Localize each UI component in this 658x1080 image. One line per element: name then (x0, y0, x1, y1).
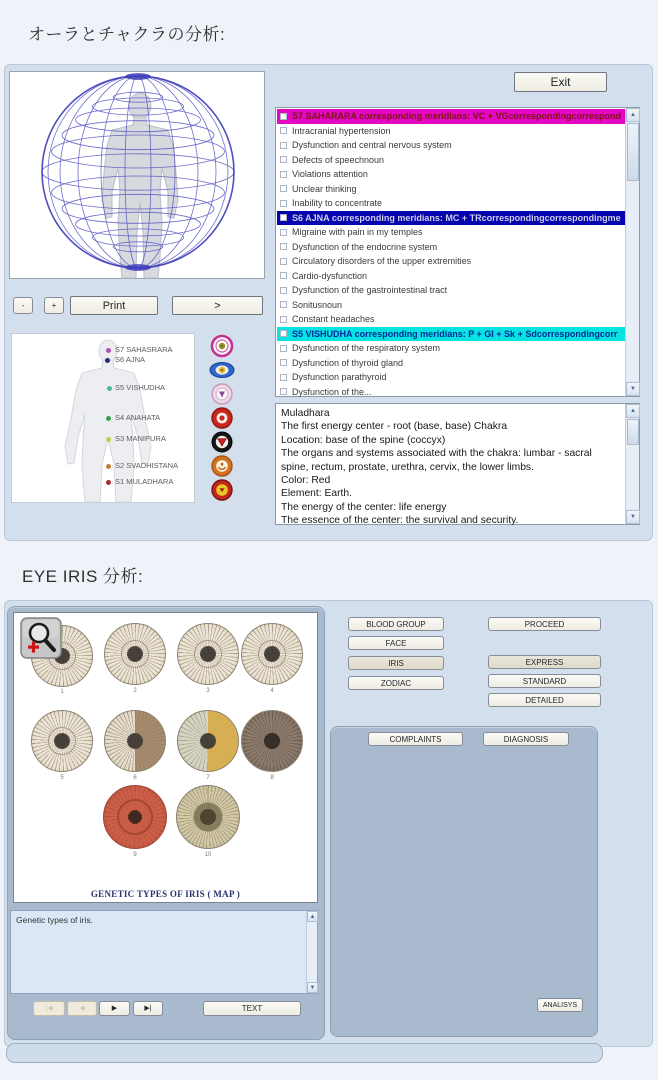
chakra-section-header[interactable]: S7 SAHARARA corresponding meridians: VC + VGcorrespondingcorrespond (277, 109, 625, 124)
checkbox[interactable] (280, 374, 287, 381)
checkbox[interactable] (280, 156, 287, 163)
chakra-icon-muladhara (206, 479, 238, 501)
symptom-row[interactable]: Cardio-dysfunction (277, 269, 625, 284)
aura-sphere-view (9, 71, 265, 279)
face-button[interactable]: FACE (348, 636, 444, 650)
symptom-row[interactable]: Sonitusnoun (277, 298, 625, 313)
scroll-up-button[interactable]: ▲ (626, 404, 640, 418)
checkbox[interactable] (280, 316, 287, 323)
chakra-label-s5: S5 VISHUDHA (115, 383, 166, 392)
checkbox[interactable] (280, 171, 287, 178)
iris-section-title: EYE IRIS 分析: (22, 567, 144, 586)
chakra-label-s2: S2 SVADHISTANA (115, 461, 179, 470)
checkbox[interactable] (280, 214, 287, 221)
nav-prev-button[interactable]: ◀ (67, 1001, 97, 1016)
chakra-icon-ajna (206, 359, 238, 381)
chakra-description-box (275, 403, 640, 525)
chakra-label-s1: S1 MULADHARA (115, 477, 174, 486)
checkbox[interactable] (280, 243, 287, 250)
chakra-icon-svadhisthana (206, 455, 238, 477)
chakra-icon-vishuddha (206, 383, 238, 405)
nav-last-button[interactable]: ▶| (133, 1001, 163, 1016)
text-button[interactable]: TEXT (203, 1001, 301, 1016)
iris-type-5[interactable] (31, 710, 93, 772)
zoom-in-button[interactable]: + (44, 297, 64, 314)
symptom-row[interactable]: Dysfunction of the respiratory system (277, 341, 625, 356)
scroll-down-button[interactable]: ▼ (626, 510, 640, 524)
print-button[interactable]: Print (70, 296, 158, 315)
scroll-down-button[interactable]: ▼ (626, 382, 640, 396)
iris-number: 10 (204, 852, 212, 858)
symptom-row[interactable]: Circulatory disorders of the upper extremities (277, 254, 625, 269)
checkbox[interactable] (280, 113, 287, 120)
symptom-row[interactable]: Dysfunction of the gastrointestinal tract (277, 283, 625, 298)
checkbox[interactable] (280, 229, 287, 236)
chakra-section-header[interactable]: S5 VISHUDHA corresponding meridians: P + GI + Sk + Sdcorrespondingcorr (277, 327, 625, 342)
express-button[interactable]: EXPRESS (488, 655, 601, 669)
chakra-icons-column (206, 335, 238, 501)
standard-button[interactable]: STANDARD (488, 674, 601, 688)
chakra-label-s6: S6 AJNA (115, 355, 146, 364)
chakra-icon-anahata (206, 407, 238, 429)
iris-number: 8 (270, 775, 274, 781)
chakra-icon-manipura (206, 431, 238, 453)
symptom-row[interactable]: Violations attention (277, 167, 625, 182)
iris-type-7[interactable] (177, 710, 239, 772)
iris-number: 2 (133, 688, 137, 694)
chakra-section-header[interactable]: S6 AJNA corresponding meridians: MC + TRcorrespondingcorrespondingme (277, 211, 625, 226)
symptom-row[interactable]: Defects of speechnoun (277, 153, 625, 168)
chakra-icon-sahasrara (206, 335, 238, 357)
aura-sphere-image (10, 72, 264, 278)
iris-type-4[interactable] (241, 623, 303, 685)
checkbox[interactable] (280, 127, 287, 134)
iris-number: 7 (206, 775, 210, 781)
iris-number: 5 (60, 775, 64, 781)
symptom-row[interactable]: Migraine with pain in my temples (277, 225, 625, 240)
checkbox[interactable] (280, 258, 287, 265)
genetic-note-text: Genetic types of iris. (16, 915, 94, 925)
iris-button[interactable]: IRIS (348, 656, 444, 670)
chakra-label-s3: S3 MANIPURA (115, 434, 166, 443)
checkbox[interactable] (280, 301, 287, 308)
iris-number: 3 (206, 688, 210, 694)
iris-type-10[interactable] (176, 785, 240, 849)
iris-number: 6 (133, 775, 137, 781)
symptom-row[interactable]: Inability to concentrate (277, 196, 625, 211)
iris-number: 4 (270, 688, 274, 694)
checkbox[interactable] (280, 200, 287, 207)
chakra-dot-s2 (106, 464, 111, 469)
iris-type-3[interactable] (177, 623, 239, 685)
chakra-label-s7: S7 SAHASRARA (115, 345, 173, 354)
scroll-down-button[interactable]: ▼ (307, 982, 318, 993)
analisys-button[interactable]: ANALISYS (537, 998, 583, 1012)
checkbox[interactable] (280, 330, 287, 337)
symptom-row[interactable]: Constant headaches (277, 312, 625, 327)
magnifier-icon (20, 617, 62, 659)
proceed-button[interactable]: PROCEED (488, 617, 601, 631)
symptom-row[interactable]: Dysfunction of the... (277, 385, 625, 400)
iris-type-9[interactable] (103, 785, 167, 849)
chakra-dot-s3 (106, 437, 111, 442)
checkbox[interactable] (280, 142, 287, 149)
scroll-up-button[interactable]: ▲ (626, 108, 640, 122)
symptom-row[interactable]: Unclear thinking (277, 182, 625, 197)
zoom-out-button[interactable]: - (13, 297, 33, 314)
scroll-thumb[interactable] (627, 123, 639, 181)
chakra-dot-s6 (105, 358, 110, 363)
magnifier-tool[interactable] (20, 617, 62, 664)
chakra-dot-s5 (107, 386, 112, 391)
detailed-button[interactable]: DETAILED (488, 693, 601, 707)
scroll-up-button[interactable]: ▲ (307, 911, 318, 922)
checkbox[interactable] (280, 359, 287, 366)
symptom-row[interactable]: Dysfunction of the endocrine system (277, 240, 625, 255)
checkbox[interactable] (280, 287, 287, 294)
iris-type-8[interactable] (241, 710, 303, 772)
symptom-list-rows (277, 109, 625, 397)
checkbox[interactable] (280, 185, 287, 192)
symptom-row[interactable]: Dysfunction parathyroid (277, 370, 625, 385)
scroll-thumb[interactable] (627, 419, 639, 445)
description-scrollbar[interactable] (625, 404, 639, 524)
checkbox[interactable] (280, 345, 287, 352)
symptom-row[interactable]: Dysfunction of thyroid gland (277, 356, 625, 371)
iris-map-caption: GENETIC TYPES OF IRIS ( MAP ) (90, 889, 241, 899)
diagnosis-button[interactable]: DIAGNOSIS (483, 732, 569, 746)
complaints-button[interactable]: COMPLAINTS (368, 732, 463, 746)
symptom-list (275, 107, 640, 397)
aura-section-title: オーラとチャクラの分析: (28, 25, 226, 44)
symptom-row[interactable]: Dysfunction and central nervous system (277, 138, 625, 153)
next-button[interactable]: > (172, 296, 263, 315)
exit-button[interactable]: Exit (514, 72, 607, 92)
blood-group-button[interactable]: BLOOD GROUP (348, 617, 444, 631)
nav-first-button[interactable]: |◀ (33, 1001, 65, 1016)
status-bar (6, 1043, 603, 1063)
chakra-dot-s1 (106, 480, 111, 485)
chakra-dot-s4 (106, 416, 111, 421)
iris-number: 9 (133, 852, 137, 858)
iris-type-2[interactable] (104, 623, 166, 685)
zodiac-button[interactable]: ZODIAC (348, 676, 444, 690)
iris-type-6[interactable] (104, 710, 166, 772)
symptom-row[interactable]: Intracranial hypertension (277, 124, 625, 139)
chakra-body-view (11, 333, 195, 503)
checkbox[interactable] (280, 388, 287, 395)
iris-right-subpanel (330, 726, 598, 1037)
checkbox[interactable] (280, 272, 287, 279)
nav-next-button[interactable]: ▶ (99, 1001, 130, 1016)
chakra-description-text: Muladhara The first energy center - root (base, base) Chakra Location: base of the spine (coccyx) The organs and systems associated with the chakra: lumbar - sacral spine, rectum, prostate, urethra, cervix, the lower limbs. Color: Red Element: Earth. The energy of the center: life energy The essence of the center: the survival and security. (281, 408, 592, 527)
chakra-label-s4: S4 ANAHATA (115, 413, 161, 422)
note-scrollbar[interactable] (306, 911, 317, 993)
genetic-note-box (10, 910, 318, 994)
chakra-dot-s7 (106, 348, 111, 353)
symptom-list-scrollbar[interactable] (625, 108, 639, 396)
iris-number: 1 (60, 689, 64, 695)
